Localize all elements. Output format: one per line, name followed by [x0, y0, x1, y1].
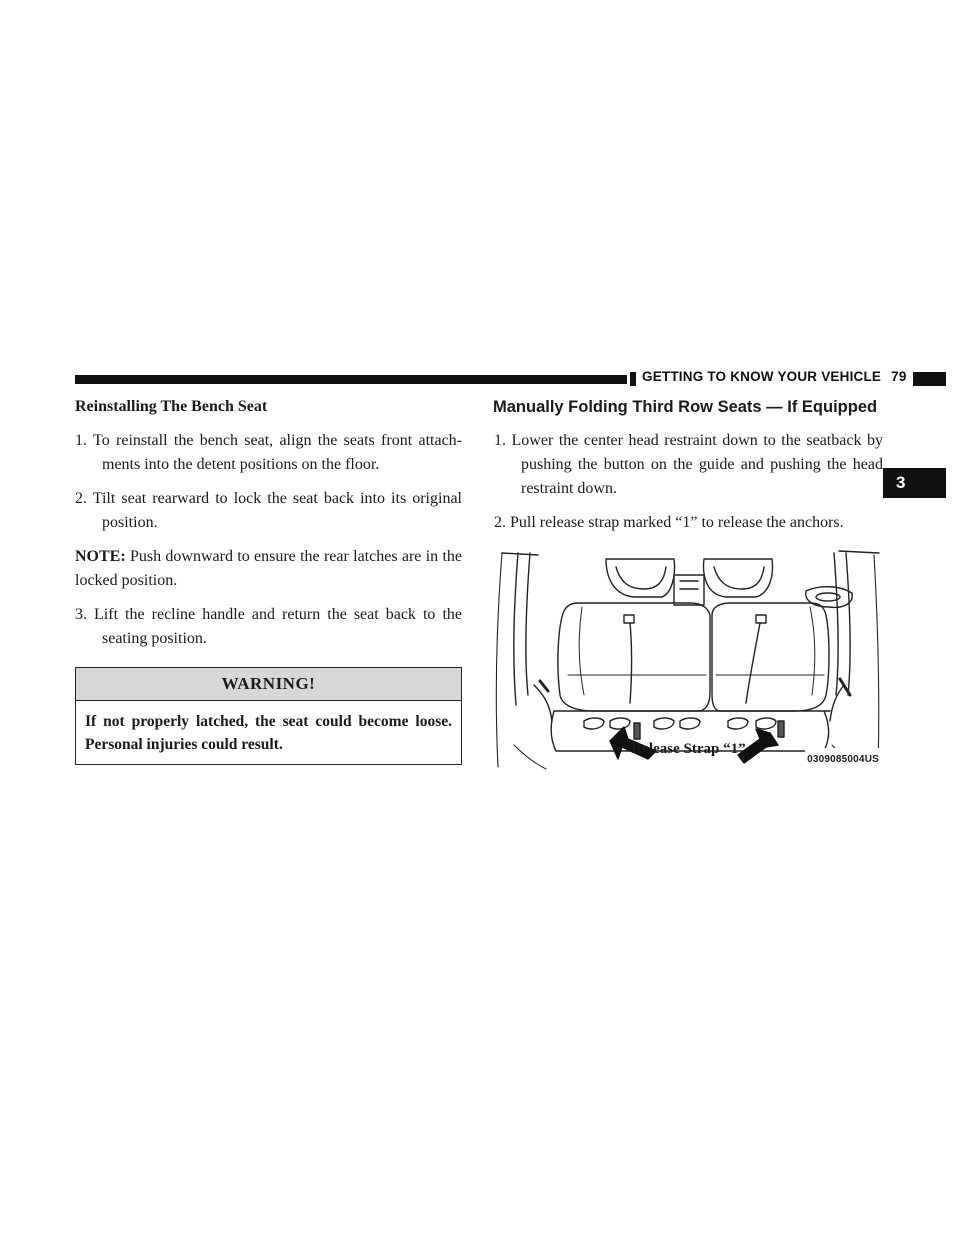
note-paragraph — [75, 545, 462, 593]
figure-code: 0309085004US — [805, 748, 881, 772]
left-step-1: 1. To reinstall the bench seat, align the seats front attach-ments into the detent positions on the floor. — [75, 432, 462, 473]
chapter-tab: 3 — [883, 468, 946, 498]
warning-title: WARNING! — [76, 668, 461, 701]
warning-body: If not properly latched, the seat could become loose. Personal injuries could result. — [85, 713, 452, 753]
warning-box — [75, 667, 462, 765]
subheading-reinstalling: Reinstalling The Bench Seat — [75, 398, 268, 415]
seat-drawing — [494, 545, 883, 773]
header-rule-left — [75, 375, 627, 384]
left-column — [75, 395, 462, 765]
running-header — [636, 366, 913, 388]
figure-caption: Release Strap “1” — [631, 741, 746, 757]
right-column — [494, 395, 883, 775]
right-step-1: 1. Lower the center head restraint down to the seatback by pushing the button on the guide and pushing the head restraint down. — [494, 432, 883, 497]
section-heading-third-row: Manually Folding Third Row Seats — If Equipped — [493, 398, 878, 416]
header-section-title: GETTING TO KNOW YOUR VEHICLE — [642, 369, 882, 384]
right-step-2: 2. Pull release strap marked “1” to release the anchors. — [494, 514, 844, 531]
note-label: NOTE: — [75, 548, 126, 565]
left-step-2: 2. Tilt seat rearward to lock the seat back into its original position. — [75, 490, 462, 531]
left-step-3: 3. Lift the recline handle and return the seat back to the seating position. — [75, 606, 462, 647]
page-number: 79 — [891, 369, 907, 384]
note-text: Push downward to ensure the rear latches are in the locked position. — [75, 548, 462, 589]
